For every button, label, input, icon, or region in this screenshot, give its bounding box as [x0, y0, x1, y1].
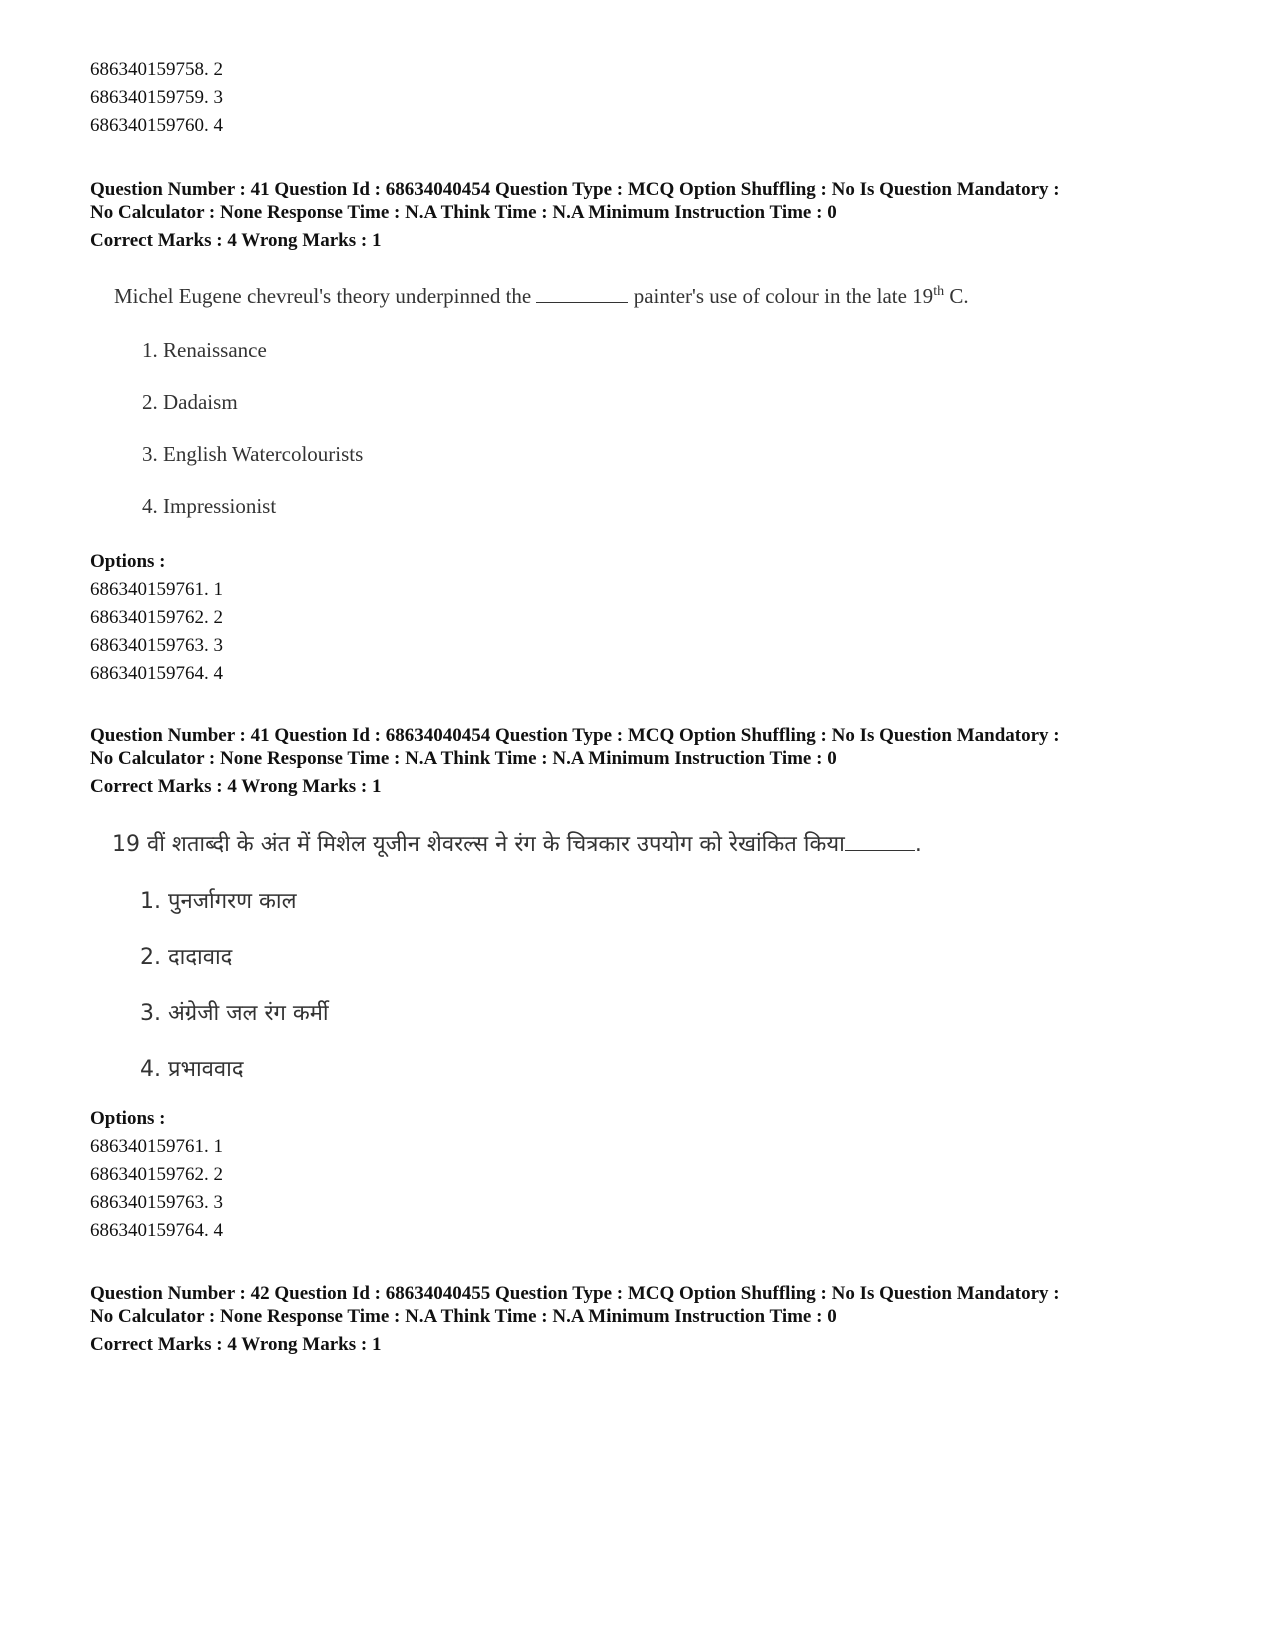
question-marks: Correct Marks : 4 Wrong Marks : 1 — [90, 1334, 382, 1355]
option-row: 686340159758. 2 — [90, 59, 223, 80]
choice-2: 2. Dadaism — [142, 390, 238, 414]
choice-1: 1. Renaissance — [142, 338, 267, 362]
choice-4: 4. Impressionist — [142, 494, 277, 518]
stem-superscript: th — [933, 284, 945, 299]
previous-options-list — [90, 56, 223, 140]
options-label: Options : — [90, 551, 166, 572]
stem-text: Michel Eugene chevreul's theory underpinned the — [114, 284, 537, 308]
question-meta-line: No Calculator : None Response Time : N.A Think Time : N.A Minimum Instruction Time : 0 — [90, 202, 837, 223]
stem-text: C. — [944, 284, 969, 308]
question-41-hindi-options — [90, 1105, 223, 1245]
choice-1: 1. पुनर्जागरण काल — [140, 889, 297, 914]
question-meta-line: Question Number : 41 Question Id : 68634040454 Question Type : MCQ Option Shuffling : No Is Question Mandatory : — [90, 179, 1060, 200]
choice-3: 3. अंग्रेजी जल रंग कर्मी — [140, 1001, 329, 1026]
choice-3: 3. English Watercolourists — [142, 442, 364, 466]
option-row: 686340159760. 4 — [90, 115, 223, 136]
options-label: Options : — [90, 1108, 166, 1129]
option-row: 686340159764. 4 — [90, 1220, 223, 1241]
stem-text: painter's use of colour in the late 19 — [628, 284, 934, 308]
option-row: 686340159763. 3 — [90, 635, 223, 656]
question-marks: Correct Marks : 4 Wrong Marks : 1 — [90, 230, 382, 251]
choice-4: 4. प्रभाववाद — [140, 1057, 244, 1082]
stem-text: 19 वीं शताब्दी के अंत में मिशेल यूजीन शेवरल्स ने रंग के चित्रकार उपयोग को रेखांकित किया — [112, 832, 845, 857]
option-row: 686340159762. 2 — [90, 607, 223, 628]
question-41-hindi-header — [90, 724, 1060, 798]
question-41-stem — [114, 284, 969, 309]
stem-text: . — [914, 832, 922, 857]
option-row: 686340159764. 4 — [90, 663, 223, 684]
question-marks: Correct Marks : 4 Wrong Marks : 1 — [90, 776, 382, 797]
option-row: 686340159759. 3 — [90, 87, 223, 108]
option-row: 686340159761. 1 — [90, 579, 223, 600]
question-meta-line: Question Number : 42 Question Id : 68634040455 Question Type : MCQ Option Shuffling : No Is Question Mandatory : — [90, 1283, 1060, 1304]
option-row: 686340159763. 3 — [90, 1192, 223, 1213]
question-42-header — [90, 1282, 1060, 1356]
question-meta-line: No Calculator : None Response Time : N.A Think Time : N.A Minimum Instruction Time : 0 — [90, 748, 837, 769]
option-row: 686340159761. 1 — [90, 1136, 223, 1157]
question-41-header — [90, 178, 1060, 252]
choice-2: 2. दादावाद — [140, 945, 233, 970]
question-41-options — [90, 548, 223, 688]
option-row: 686340159762. 2 — [90, 1164, 223, 1185]
question-meta-line: No Calculator : None Response Time : N.A Think Time : N.A Minimum Instruction Time : 0 — [90, 1306, 837, 1327]
question-41-hindi-stem — [112, 828, 922, 858]
fill-in-blank — [536, 301, 628, 303]
fill-in-blank — [845, 849, 915, 851]
question-meta-line: Question Number : 41 Question Id : 68634040454 Question Type : MCQ Option Shuffling : No Is Question Mandatory : — [90, 725, 1060, 746]
